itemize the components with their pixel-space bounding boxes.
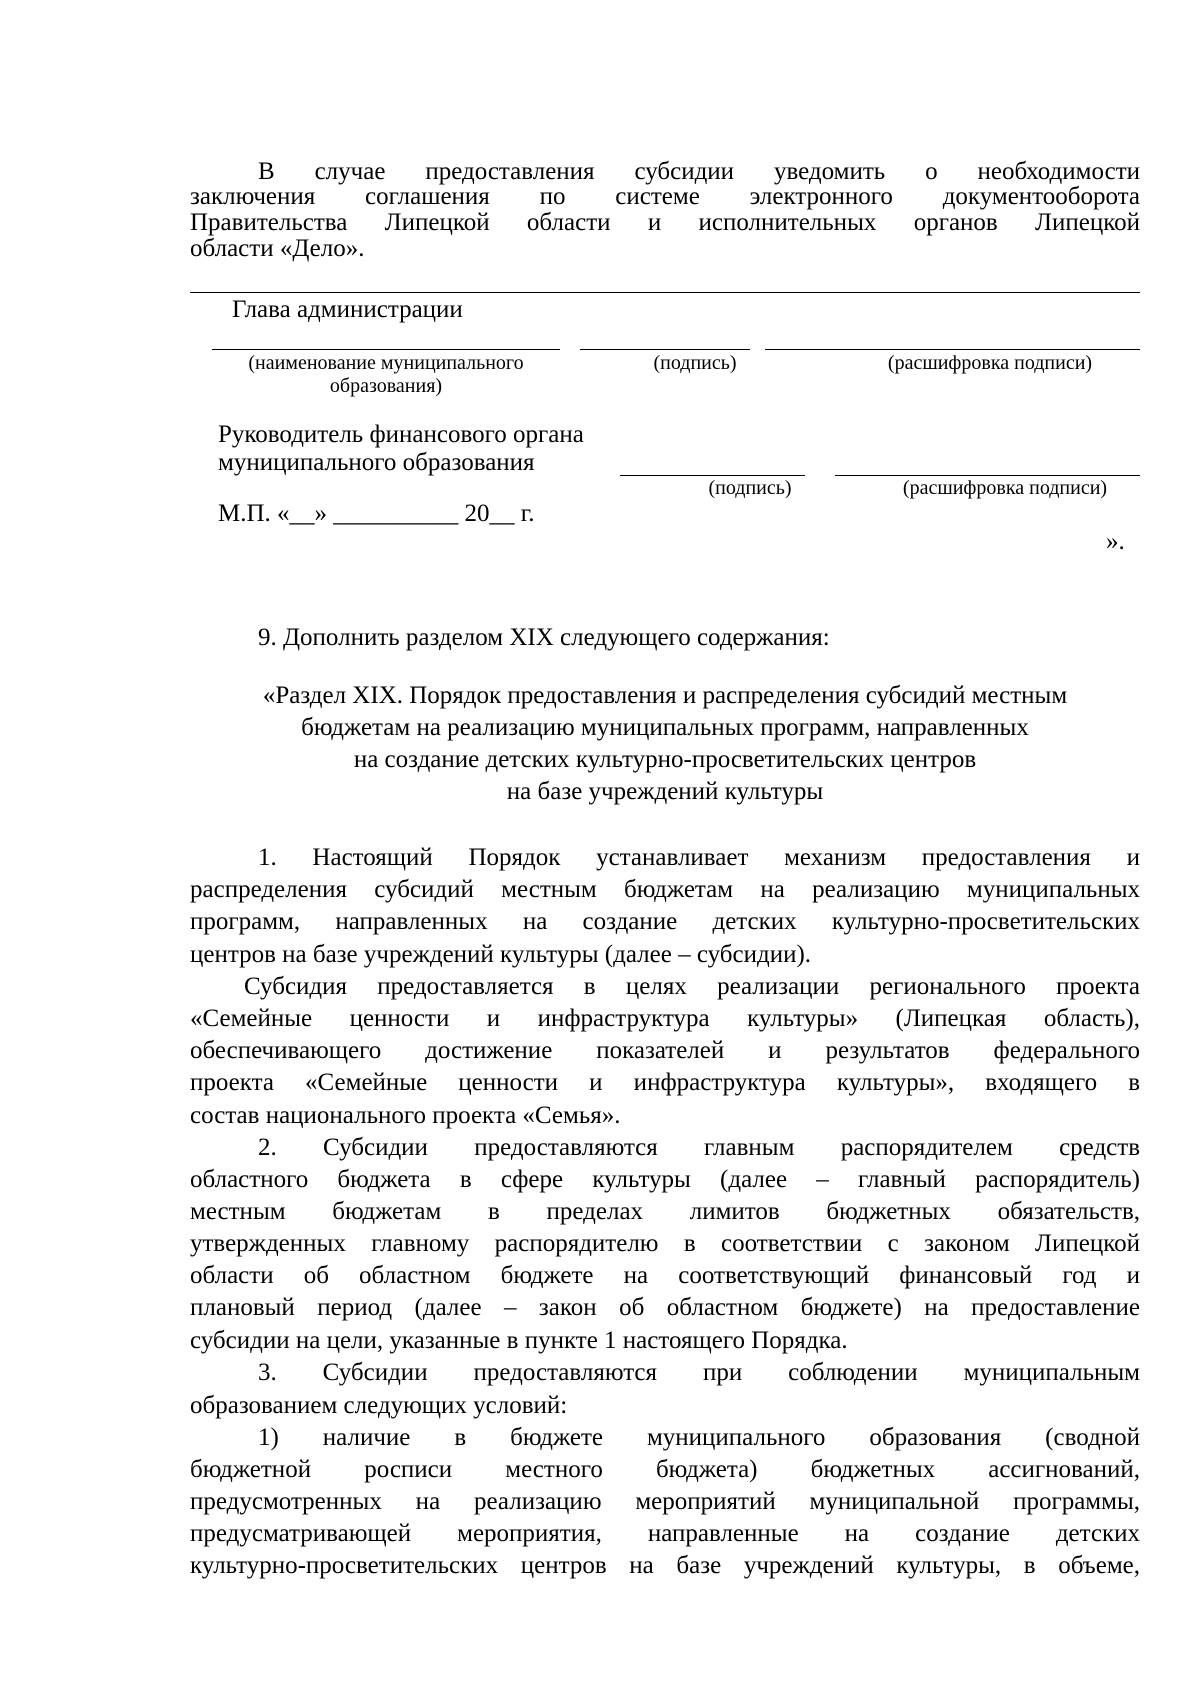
stamp-line: М.П. «__» __________ 20__ г. [218, 500, 535, 527]
para2-line-4: проекта «Семейные ценности и инфраструктура культуры», входящего в [190, 1069, 1140, 1096]
label-signature-2: (подпись) [708, 477, 792, 499]
para3-line-5: области об областном бюджете на соответствующий финансовый год и [190, 1262, 1140, 1289]
signature-blank-line-2 [620, 475, 805, 476]
municipality-blank-line [212, 349, 560, 350]
decoding-blank-line-2 [835, 475, 1140, 476]
intro-line-2: заключения соглашения по системе электронного документооборота [190, 183, 1140, 210]
intro-line-4: области «Дело». [190, 235, 365, 262]
para1-line-3: программ, направленных на создание детских культурно-просветительских [190, 908, 1140, 935]
para5-line-3: предусмотренных на реализацию мероприятий муниципальной программы, [190, 1488, 1140, 1515]
para1-line-1: 1. Настоящий Порядок устанавливает механизм предоставления и [258, 844, 1140, 871]
para2-line-3: обеспечивающего достижение показателей и результатов федерального [190, 1037, 1140, 1064]
closing-quote: ». [1106, 528, 1125, 555]
finance-head-1: Руководитель финансового органа [218, 421, 584, 448]
para4-line-1: 3. Субсидии предоставляются при соблюдении муниципальным [258, 1359, 1140, 1386]
para3-line-1: 2. Субсидии предоставляются главным распорядителем средств [258, 1134, 1140, 1161]
decoding-blank-line [765, 349, 1140, 350]
para1-line-4: центров на базе учреждений культуры (далее – субсидии). [190, 941, 812, 968]
para3-line-7: субсидии на цели, указанные в пункте 1 настоящего Порядка. [190, 1327, 848, 1354]
section-title-line-3: на создание детских культурно-просветительских центров [353, 746, 977, 773]
separator-line [190, 292, 1140, 293]
section-title-line-2: бюджетам на реализацию муниципальных программ, направленных [301, 714, 1029, 741]
para3-line-2: областного бюджета в сфере культуры (далее – главный распорядитель) [190, 1166, 1140, 1193]
para3-line-4: утвержденных главному распорядителю в соответствии с законом Липецкой [190, 1230, 1140, 1257]
para5-line-5: культурно-просветительских центров на базе учреждений культуры, в объеме, [190, 1552, 1140, 1579]
para5-line-1: 1) наличие в бюджете муниципального образования (сводной [258, 1424, 1140, 1451]
item-9: 9. Дополнить разделом XIX следующего содержания: [258, 624, 830, 651]
para5-line-4: предусматривающей мероприятия, направленные на создание детских [190, 1520, 1140, 1547]
para5-line-2: бюджетной росписи местного бюджета) бюджетных ассигнований, [190, 1456, 1140, 1483]
section-title-line-4: на базе учреждений культуры [506, 778, 824, 805]
para4-line-2: образованием следующих условий: [190, 1392, 568, 1419]
para2-line-2: «Семейные ценности и инфраструктура культуры» (Липецкая область), [190, 1005, 1140, 1032]
label-decoding-2: (расшифровка подписи) [902, 477, 1108, 499]
signature-blank-line [580, 349, 750, 350]
finance-head-2: муниципального образования [218, 449, 535, 476]
section-title-line-1: «Раздел XIX. Порядок предоставления и распределения субсидий местным [262, 682, 1068, 709]
para1-line-2: распределения субсидий местным бюджетам на реализацию муниципальных [190, 876, 1140, 903]
para2-line-1: Субсидия предоставляется в целях реализации регионального проекта [244, 973, 1140, 1000]
label-municipality: (наименование муниципального [248, 352, 524, 374]
label-signature: (подпись) [653, 352, 737, 374]
head-title: Глава администрации [232, 296, 463, 323]
para3-line-3: местным бюджетам в пределах лимитов бюджетных обязательств, [190, 1198, 1140, 1225]
para3-line-6: плановый период (далее – закон об областном бюджете) на предоставление [190, 1294, 1140, 1321]
intro-line-1: В случае предоставления субсидии уведомить о необходимости [258, 158, 1140, 185]
label-municipality-2: образования) [329, 375, 443, 397]
label-decoding: (расшифровка подписи) [887, 352, 1093, 374]
para2-line-5: состав национального проекта «Семья». [190, 1102, 621, 1129]
intro-line-3: Правительства Липецкой области и исполнительных органов Липецкой [190, 209, 1140, 236]
